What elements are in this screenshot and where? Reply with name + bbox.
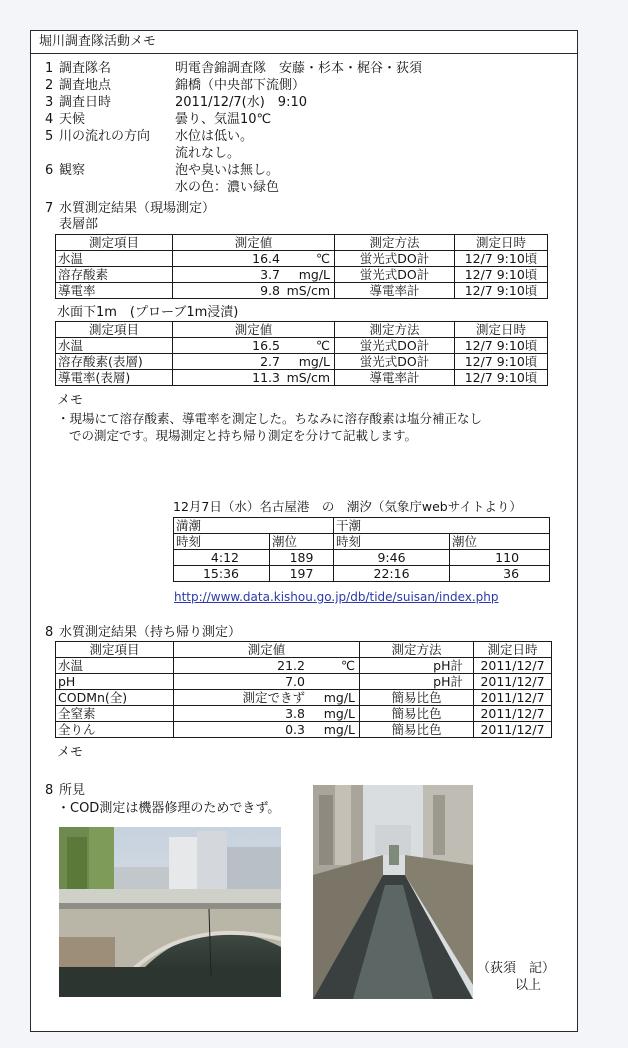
item-6-value-line2: 水の色：濃い緑色 (175, 180, 280, 195)
cell-unit: mg/L (298, 267, 330, 282)
depth-table (55, 321, 548, 386)
cell-number: 2.7 (260, 354, 280, 369)
header-date: 測定日時 (455, 235, 548, 251)
tide-header-row (174, 534, 550, 550)
item-3-label: 調査日時 (59, 95, 112, 110)
tide-low-time: 22:16 (334, 566, 450, 582)
section7-depth-label: 水面下1m (プローブ1m浸漬) (57, 305, 239, 320)
header-date: 測定日時 (474, 642, 552, 658)
cell-date: 12/7 9:10頃 (455, 251, 548, 267)
cell-number: 7.0 (285, 674, 305, 689)
end-mark: 以上 (515, 978, 542, 993)
cell-date: 2011/12/7 (474, 706, 552, 722)
header-item: 測定項目 (56, 235, 173, 251)
section7-memo-label: メモ (57, 393, 84, 408)
cell-method: 導電率計 (335, 370, 455, 386)
cell-date: 2011/12/7 (474, 674, 552, 690)
cell-method: 蛍光式DO計 (335, 354, 455, 370)
item-4-number: 4 (45, 112, 54, 127)
tide-high-level: 189 (270, 550, 334, 566)
table-header-row (56, 642, 552, 658)
tide-low-time: 9:46 (334, 550, 450, 566)
cell-value (174, 658, 360, 674)
section8-title: 水質測定結果（持ち帰り測定） (59, 625, 242, 640)
cell-method: 導電率計 (335, 283, 455, 299)
cell-item: 水温 (56, 658, 174, 674)
cell-value (173, 370, 335, 386)
tide-group-row (174, 518, 550, 534)
cell-date: 12/7 9:10頃 (455, 338, 548, 354)
cell-date: 2011/12/7 (474, 658, 552, 674)
item-2-value: 錦橋（中央部下流側） (175, 78, 306, 93)
header-method: 測定方法 (360, 642, 474, 658)
cell-unit: ℃ (315, 251, 330, 266)
section7-number: 7 (45, 201, 54, 216)
findings-text: ・COD測定は機器修理のためできず。 (57, 801, 281, 816)
cell-method: 簡易比色 (360, 690, 474, 706)
cell-number: 3.7 (260, 267, 280, 282)
cell-number: 16.5 (252, 338, 280, 353)
header-value: 測定値 (173, 322, 335, 338)
table-row (56, 338, 548, 354)
tide-header-level: 潮位 (450, 534, 550, 550)
cell-unit: mS/cm (286, 283, 330, 298)
header-date: 測定日時 (455, 322, 548, 338)
cell-number: 21.2 (277, 658, 305, 673)
cell-number: 16.4 (252, 251, 280, 266)
cell-method: 簡易比色 (360, 722, 474, 738)
section8-number: 8 (45, 625, 54, 640)
cell-date: 12/7 9:10頃 (455, 283, 548, 299)
item-1-value: 明電舎錦調査隊 安藤・杉本・梶谷・荻須 (175, 61, 423, 76)
cell-number: 測定できず (242, 690, 305, 705)
signature: （荻須 記） (477, 961, 556, 976)
header-method: 測定方法 (335, 322, 455, 338)
memo-title: 堀川調査隊活動メモ (31, 31, 577, 54)
cell-unit: mg/L (298, 354, 330, 369)
cell-date: 12/7 9:10頃 (455, 370, 548, 386)
canal-photo (313, 785, 473, 999)
cell-item: 水温 (56, 251, 173, 267)
cell-value (174, 690, 360, 706)
item-5-number: 5 (45, 129, 54, 144)
tide-table (173, 517, 550, 582)
cell-number: 3.8 (285, 706, 305, 721)
memo-sheet (30, 30, 578, 1032)
table-header-row (56, 322, 548, 338)
item-5-value: 水位は低い。 (175, 129, 254, 144)
item-6-value: 泡や臭いは無し。 (175, 163, 280, 178)
cell-value (173, 251, 335, 267)
cell-date: 2011/12/7 (474, 722, 552, 738)
item-1-label: 調査隊名 (59, 61, 112, 76)
cell-number: 11.3 (252, 370, 280, 385)
section7-title: 水質測定結果（現場測定） (59, 201, 216, 216)
cell-unit: mg/L (323, 690, 355, 705)
table-row (56, 267, 548, 283)
item-3-number: 3 (45, 95, 54, 110)
item-5-label: 川の流れの方向 (59, 129, 151, 144)
cell-method: pH計 (360, 658, 474, 674)
tide-high-label: 満潮 (174, 518, 334, 534)
item-4-value: 曇り、気温10℃ (175, 112, 272, 127)
header-item: 測定項目 (56, 322, 173, 338)
bridge-photo (59, 827, 281, 997)
cell-item: 全窒素 (56, 706, 174, 722)
cell-value (173, 283, 335, 299)
tide-high-level: 197 (270, 566, 334, 582)
table-row (56, 706, 552, 722)
cell-unit: ℃ (315, 338, 330, 353)
tide-high-time: 4:12 (174, 550, 270, 566)
header-value: 測定値 (173, 235, 335, 251)
item-6-label: 観察 (59, 163, 86, 178)
cell-method: 蛍光式DO計 (335, 338, 455, 354)
takeback-table (55, 641, 552, 738)
table-row (56, 370, 548, 386)
cell-value (173, 267, 335, 283)
tide-low-label: 干潮 (334, 518, 550, 534)
cell-value (174, 706, 360, 722)
tide-low-level: 36 (450, 566, 550, 582)
cell-item: CODMn(全) (56, 690, 174, 706)
cell-value (173, 338, 335, 354)
header-item: 測定項目 (56, 642, 174, 658)
table-row (56, 690, 552, 706)
cell-value (173, 354, 335, 370)
cell-value (174, 722, 360, 738)
tide-title: 12月7日（水）名古屋港 の 潮汐（気象庁webサイトより） (173, 499, 522, 514)
cell-item: 水温 (56, 338, 173, 354)
table-row (56, 658, 552, 674)
cell-method: 蛍光式DO計 (335, 251, 455, 267)
cell-item: 導電率(表層) (56, 370, 173, 386)
tide-high-time: 15:36 (174, 566, 270, 582)
cell-method: pH計 (360, 674, 474, 690)
table-row (56, 251, 548, 267)
surface-table (55, 234, 548, 299)
cell-unit: mS/cm (286, 370, 330, 385)
section7-surface-label: 表層部 (59, 217, 99, 232)
cell-method: 簡易比色 (360, 706, 474, 722)
item-2-label: 調査地点 (59, 78, 112, 93)
section7-memo-line1: ・現場にて溶存酸素、導電率を測定した。ちなみに溶存酸素は塩分補正なし (57, 411, 483, 426)
header-value: 測定値 (174, 642, 360, 658)
cell-unit: mg/L (323, 722, 355, 737)
table-row (56, 722, 552, 738)
cell-date: 2011/12/7 (474, 690, 552, 706)
table-row (56, 283, 548, 299)
cell-item: pH (56, 674, 174, 690)
table-row (56, 674, 552, 690)
section7-memo-line2: での測定です。現場測定と持ち帰り測定を分けて記載します。 (69, 428, 418, 443)
cell-item: 全りん (56, 722, 174, 738)
findings-number: 8 (45, 783, 54, 798)
cell-item: 導電率 (56, 283, 173, 299)
cell-date: 12/7 9:10頃 (455, 267, 548, 283)
item-4-label: 天候 (59, 112, 86, 127)
cell-number: 0.3 (285, 722, 305, 737)
header-method: 測定方法 (335, 235, 455, 251)
cell-item: 溶存酸素 (56, 267, 173, 283)
cell-method: 蛍光式DO計 (335, 267, 455, 283)
tide-source-link[interactable]: http://www.data.kishou.go.jp/db/tide/suisan/index.php (174, 590, 499, 604)
cell-value (174, 674, 360, 690)
cell-number: 9.8 (260, 283, 280, 298)
table-row (56, 354, 548, 370)
table-header-row (56, 235, 548, 251)
item-5-value-line2: 流れなし。 (175, 146, 241, 161)
cell-unit: mg/L (323, 706, 355, 721)
tide-header-level: 潮位 (270, 534, 334, 550)
tide-header-time: 時刻 (334, 534, 450, 550)
item-6-number: 6 (45, 163, 54, 178)
section8-memo-label: メモ (57, 745, 84, 760)
item-2-number: 2 (45, 78, 54, 93)
tide-low-level: 110 (450, 550, 550, 566)
table-row (174, 550, 550, 566)
tide-header-time: 時刻 (174, 534, 270, 550)
cell-item: 溶存酸素(表層) (56, 354, 173, 370)
item-1-number: 1 (45, 61, 54, 76)
cell-date: 12/7 9:10頃 (455, 354, 548, 370)
item-3-value: 2011/12/7(水) 9:10 (175, 95, 307, 110)
cell-unit: ℃ (340, 658, 355, 673)
findings-title: 所見 (59, 783, 86, 798)
table-row (174, 566, 550, 582)
